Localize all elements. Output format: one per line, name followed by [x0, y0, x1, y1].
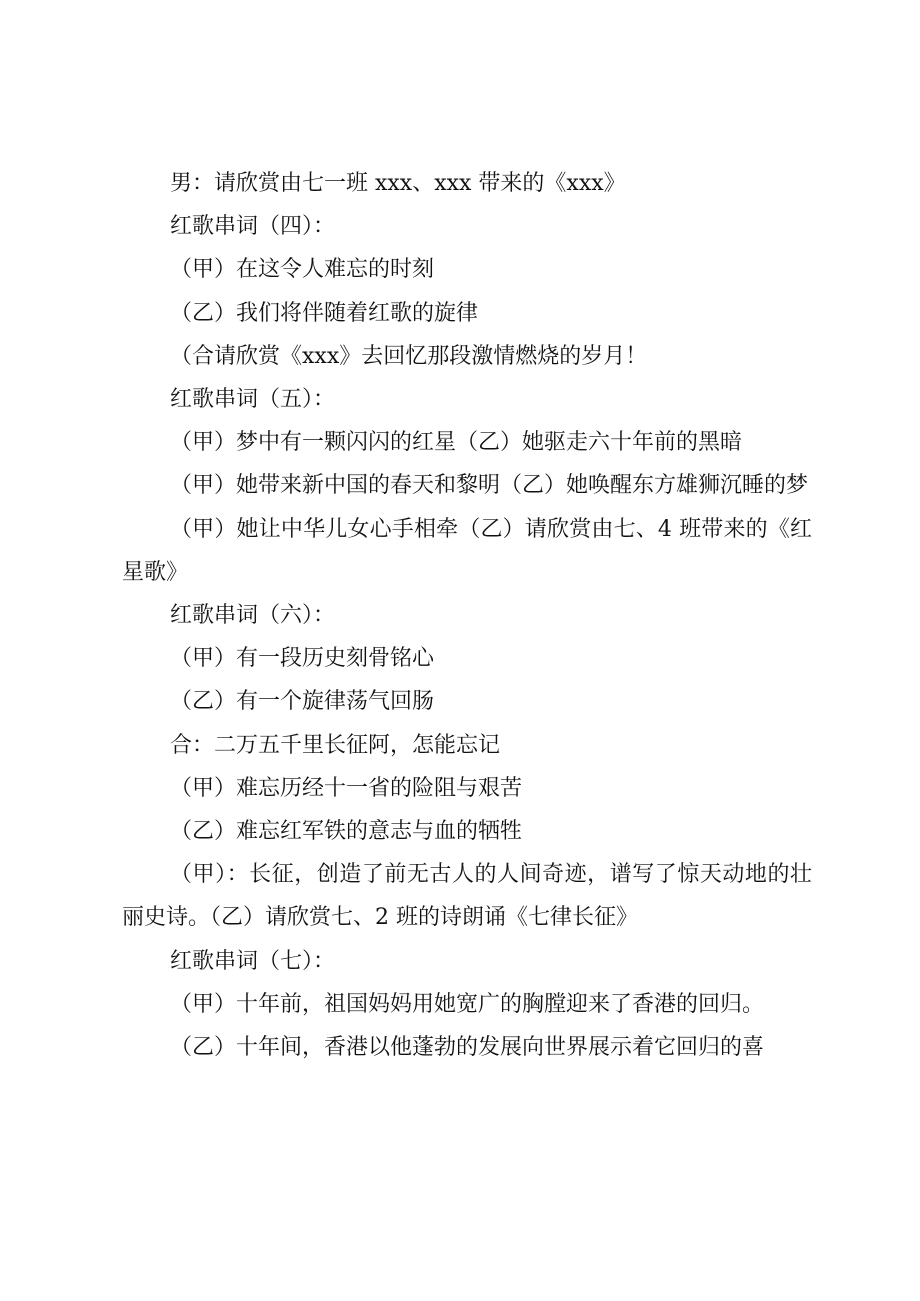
text-paragraph: （甲）她让中华儿女心手相牵（乙）请欣赏由七、4 班带来的《红星歌》: [122, 516, 812, 585]
text-line: （乙）有一个旋律荡气回肠: [170, 689, 435, 715]
text-line: （乙）难忘红军铁的意志与血的牺牲: [170, 819, 523, 845]
text-line: （甲）十年前，祖国妈妈用她宽广的胸膛迎来了香港的回归。: [170, 991, 765, 1017]
text-line: （合请欣赏《xxx》去回忆那段激情燃烧的岁月！: [170, 343, 648, 369]
text-line: 合：二万五千里长征阿，怎能忘记: [170, 732, 501, 758]
text-line: （乙）十年间，香港以他蓬勃的发展向世界展示着它回归的喜: [170, 1035, 765, 1061]
section-heading: 红歌串词（六）：: [170, 603, 336, 629]
text-line: （甲）难忘历经十一省的险阻与艰苦: [170, 775, 523, 801]
text-line: （甲）梦中有一颗闪闪的红星（乙）她驱走六十年前的黑暗: [170, 430, 743, 456]
section-heading: 红歌串词（七）：: [170, 948, 336, 974]
text-paragraph: （甲）：长征，创造了前无古人的人间奇迹，谱写了惊天动地的壮丽史诗。（乙）请欣赏七、2 班的诗朗诵《七律长征》: [122, 862, 812, 931]
text-paragraph: （甲）她带来新中国的春天和黎明（乙）她唤醒东方雄狮沉睡的梦: [170, 473, 809, 499]
section-heading: 红歌串词（五）：: [170, 387, 336, 413]
text-line: （甲）在这令人难忘的时刻: [170, 257, 435, 283]
text-line: （乙）我们将伴随着红歌的旋律: [170, 300, 479, 326]
text-line: 男：请欣赏由七一班 xxx、xxx 带来的《xxx》: [170, 171, 626, 196]
text-line: （甲）有一段历史刻骨铭心: [170, 646, 435, 672]
script-text: [122, 162, 812, 1069]
section-heading: 红歌串词（四）：: [170, 214, 336, 240]
